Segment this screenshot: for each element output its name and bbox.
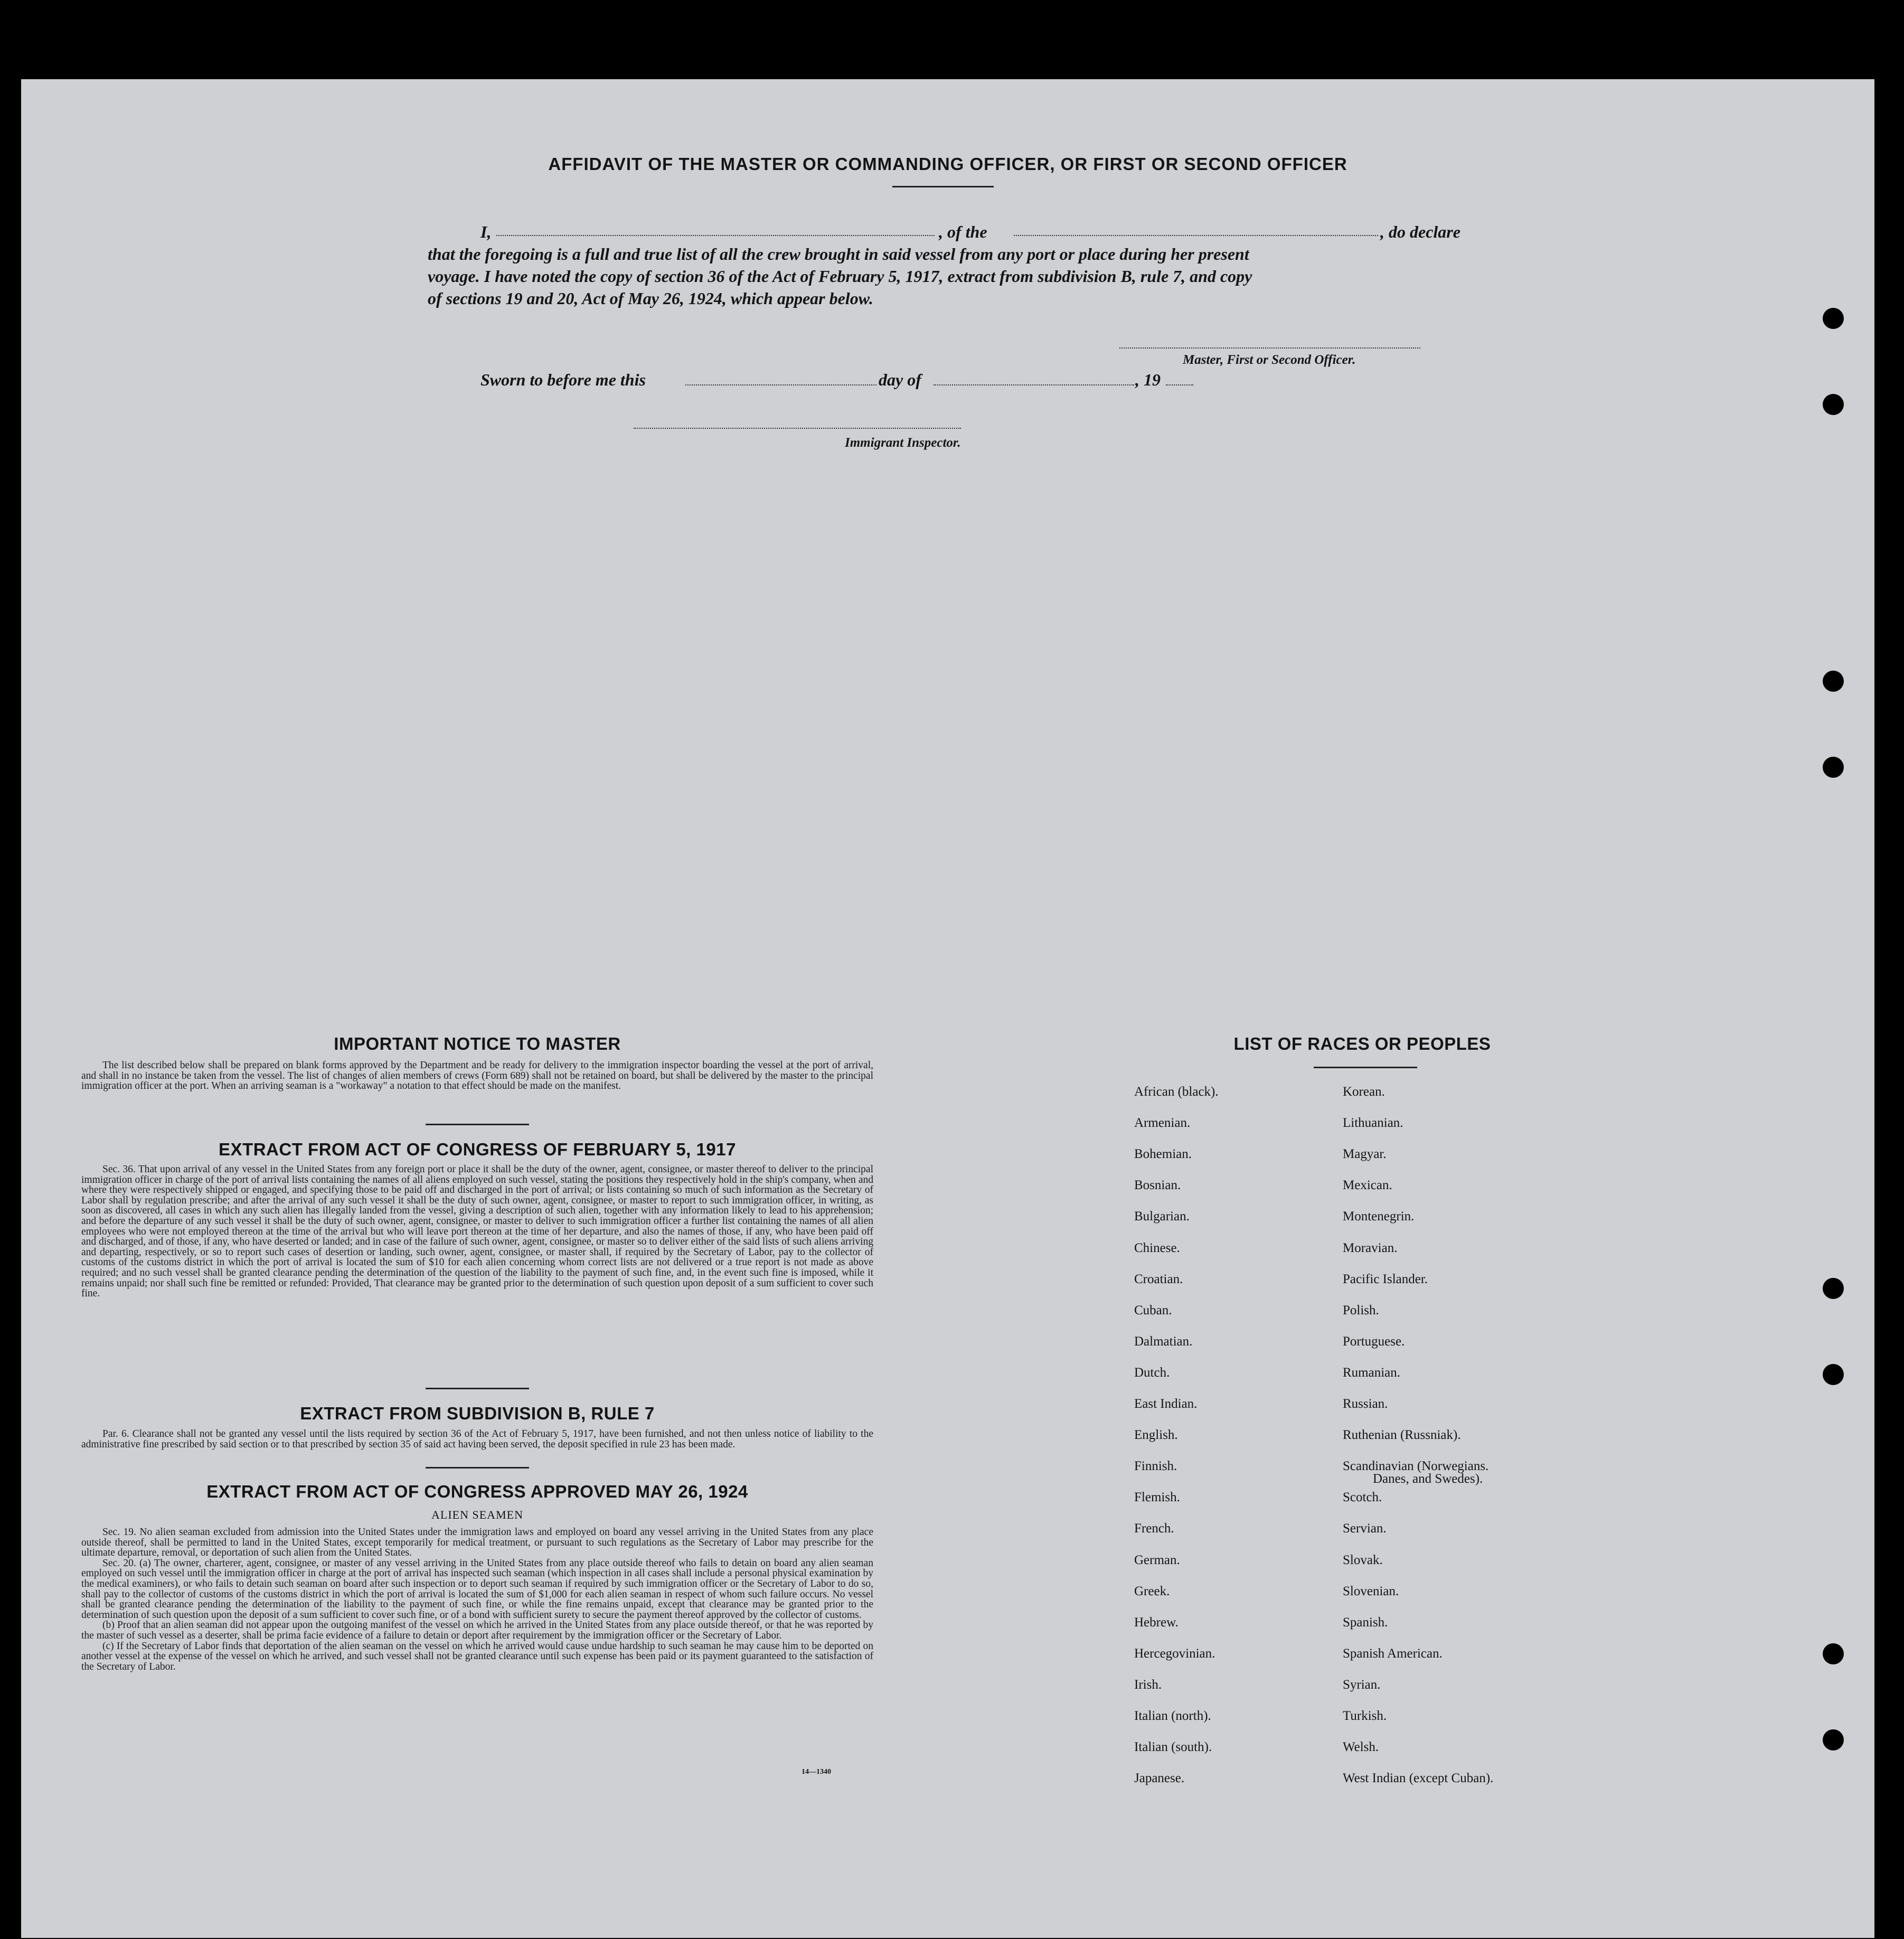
title-rule	[892, 186, 994, 187]
race-item-continuation: Danes, and Swedes).	[1373, 1472, 1483, 1486]
affidavit-line-3: voyage. I have noted the copy of section 36 of the Act of February 5, 1917, extract from subdivision B, rule 7, and copy	[428, 267, 1252, 286]
affidavit-declare: , do declare	[1380, 222, 1460, 241]
inspector-signature-label: Immigrant Inspector.	[845, 436, 961, 450]
race-item: East Indian.	[1134, 1397, 1198, 1411]
sec20b-text: (b) Proof that an alien seaman did not appear upon the outgoing manifest of the vessel on which he arrived in the United States from any place outside thereof, or that he was reported by the master of such vessel as a deserter, shall be prima facie evidence of a failure to detain or deport after requirement by the immigration officer or the Secretary of Labor.	[81, 1620, 873, 1641]
races-title: LIST OF RACES OR PEOPLES	[1233, 1034, 1491, 1053]
race-item: French.	[1134, 1521, 1174, 1536]
sec20a-text: Sec. 20. (a) The owner, charterer, agent, consignee, or master of any vessel arriving in the United States from any place outside thereof who fails to detain on board any alien seaman employed on such vessel until the immigration officer in charge at the port of arrival has inspected such seaman (which inspection in all cases shall include a personal physical examination by the medical examiners), or who fails to detain such seaman on board after such inspection or to deport such seaman if required by such immigration officer or the Secretary of Labor to do so, shall pay to the collector of customs of the customs district in which the port of arrival is located the sum of $1,000 for each alien seaman in respect of whom such failure occurs. No vessel shall be granted clearance pending the determination of the liability to the payment of such fine, or while the fine remains unpaid, except that clearance may be granted prior to the determination of such question upon the deposit of a sum sufficient to cover such fine, or of a bond with sufficient surety to secure the payment thereof approved by the collector of customs.	[81, 1557, 873, 1621]
race-item: Dutch.	[1134, 1366, 1170, 1380]
race-item: Syrian.	[1343, 1678, 1381, 1692]
race-item: Scandinavian (Norwegians.	[1343, 1459, 1489, 1473]
race-item: Japanese.	[1134, 1771, 1185, 1785]
binder-hole	[1823, 308, 1844, 329]
race-item: Slovenian.	[1343, 1584, 1399, 1598]
race-item: West Indian (except Cuban).	[1343, 1771, 1494, 1785]
race-item: Portuguese.	[1343, 1334, 1405, 1349]
race-item: African (black).	[1134, 1085, 1219, 1099]
vessel-name-field[interactable]	[1014, 235, 1378, 236]
document-page	[21, 79, 1874, 1938]
extract-1917-title: EXTRACT FROM ACT OF CONGRESS OF FEBRUARY 5, 1917	[219, 1140, 736, 1159]
affidavit-line-1	[480, 221, 491, 243]
race-item: Scotch.	[1343, 1490, 1382, 1504]
sec20b-para	[81, 1620, 873, 1641]
sworn-day-field[interactable]	[685, 384, 876, 385]
notice-body: The list described below shall be prepared on blank forms approved by the Department and be ready for delivery to the immigration inspector boarding the vessel at the port of arrival, and shall in no instance be taken from the vessel. The list of changes of alien members of crews (Form 689) shall not be retained on board, but shall be delivered by the master to the principal immigration officer at the port. When an arriving seaman is a "workaway" a notation to that effect should be made on the manifest.	[81, 1060, 873, 1092]
race-item: Chinese.	[1134, 1241, 1180, 1255]
race-item: Ruthenian (Russniak).	[1343, 1428, 1461, 1442]
race-item: Italian (north).	[1134, 1709, 1211, 1723]
binder-hole	[1823, 1729, 1844, 1750]
sec19-para	[81, 1527, 873, 1558]
race-item: Croatian.	[1134, 1272, 1183, 1286]
affidavit-title: AFFIDAVIT OF THE MASTER OR COMMANDING OFFICER, OR FIRST OR SECOND OFFICER	[548, 154, 1347, 174]
race-item: Slovak.	[1343, 1553, 1383, 1567]
section-rule	[426, 1388, 529, 1389]
sworn-month-field[interactable]	[934, 384, 1134, 385]
binder-hole	[1823, 1278, 1844, 1299]
affidavit-i: I,	[480, 222, 492, 241]
race-item: Pacific Islander.	[1343, 1272, 1428, 1286]
sec20c-text: (c) If the Secretary of Labor finds that deportation of the alien seaman on the vessel on which he arrived would cause undue hardship to such seaman he may cause him to be deported on another vessel at the expense of the vessel on which he arrived, and such vessel shall not be granted clearance until such expense has been paid or its payment guaranteed to the satisfaction of the Secretary of Labor.	[81, 1640, 873, 1672]
form-number: 14—1340	[802, 1768, 831, 1776]
extract-1917-body: Sec. 36. That upon arrival of any vessel in the United States from any foreign port or place it shall be the duty of the owner, agent, consignee, or master thereof to deliver to the principal immigration officer in charge of the port of arrival lists containing the names of all aliens employed on such vessel, stating the positions they respectively hold in the ship's company, when and where they were respectively shipped or engaged, and specifying those to be paid off and discharged in the port of arrival; or lists containing so much of such information as the Secretary of Labor shall by regulation prescribe; and after the arrival of any such vessel it shall be the duty of such owner, agent, consignee, or master to report to such immigration officer, in writing, as soon as discovered, all cases in which any such alien has illegally landed from the vessel, giving a description of such alien, together with any information likely to lead to his apprehension; and before the departure of any such vessel it shall be the duty of such owner, agent, consignee, or master to deliver to such immigration officer a further list containing the names of all alien employees who were not employed thereon at the time of the arrival but who will leave port thereon at the time of her departure, and also the names of those, if any, who have been paid off and discharged, and of those, if any, who have deserted or landed; and in case of the failure of such owner, agent, consignee, or master so to deliver either of the said lists of such aliens arriving and departing, respectively, or so to report such cases of desertion or landing, such owner, agent, consignee, or master shall, if required by the Secretary of Labor, pay to the collector of customs of the customs district in which the port of arrival is located the sum of $10 for each alien concerning whom correct lists are not delivered or a true report is not made as above required; and no such vessel shall be granted clearance pending the determination of the question of the liability to the payment of such fine, and, in the event such fine is imposed, while it remains unpaid; nor shall such fine be remitted or refunded: Provided, That clearance may be granted prior to the determination of such question upon deposit of a sum sufficient to cover such fine.	[81, 1164, 873, 1300]
extract-1917-text	[81, 1164, 873, 1299]
race-item: Dalmatian.	[1134, 1334, 1193, 1349]
race-item: Polish.	[1343, 1303, 1379, 1317]
inspector-signature-line[interactable]	[634, 428, 961, 429]
race-item: Armenian.	[1134, 1116, 1191, 1130]
race-item: Cuban.	[1134, 1303, 1172, 1317]
race-item: Bosnian.	[1134, 1178, 1181, 1192]
sworn-year-field[interactable]	[1166, 384, 1193, 385]
race-item: German.	[1134, 1553, 1180, 1567]
race-item: Italian (south).	[1134, 1740, 1212, 1754]
extract-1924-subtitle: ALIEN SEAMEN	[431, 1508, 523, 1521]
race-item: Spanish American.	[1343, 1646, 1443, 1661]
affidavit-line-4: of sections 19 and 20, Act of May 26, 1924, which appear below.	[428, 289, 873, 308]
sec20c-para	[81, 1641, 873, 1672]
sec19-text: Sec. 19. No alien seaman excluded from admission into the United States under the immigration laws and employed on board any vessel arriving in the United States from any place outside thereof, shall be permitted to land in the United States, except temporarily for medical treatment, or pursuant to such regulations as the Secretary of Labor may prescribe for the ultimate departure, removal, or deportation of such alien from the United States.	[81, 1527, 873, 1559]
race-item: Hercegovinian.	[1134, 1646, 1215, 1661]
sworn-year-label: , 19	[1135, 370, 1161, 389]
race-item: Servian.	[1343, 1521, 1387, 1536]
race-item: Flemish.	[1134, 1490, 1180, 1504]
race-item: Spanish.	[1343, 1615, 1388, 1630]
affidavit-line-2: that the foregoing is a full and true list of all the crew brought in said vessel from any port or place during her present	[428, 244, 1249, 263]
section-rule	[426, 1467, 529, 1469]
race-item: Turkish.	[1343, 1709, 1387, 1723]
binder-hole	[1823, 757, 1844, 778]
extract-1924-text	[81, 1527, 873, 1672]
race-item: Magyar.	[1343, 1147, 1387, 1161]
sec20a-para	[81, 1558, 873, 1621]
binder-hole	[1823, 671, 1844, 692]
section-rule	[426, 1124, 529, 1125]
races-rule	[1314, 1067, 1417, 1068]
race-item: Bulgarian.	[1134, 1209, 1190, 1223]
race-item: Hebrew.	[1134, 1615, 1179, 1630]
binder-hole	[1823, 394, 1844, 415]
extract-rule7-text	[81, 1429, 873, 1449]
race-item: Welsh.	[1343, 1740, 1379, 1754]
race-item: Rumanian.	[1343, 1366, 1401, 1380]
extract-rule7-body: Par. 6. Clearance shall not be granted any vessel until the lists required by section 36 of the Act of February 5, 1917, have been furnished, and not then unless notice of liability to the administrative fine prescribed by said section or to that prescribed by section 35 of said act having been served, the deposit specified in rule 23 has been made.	[81, 1428, 873, 1450]
sworn-day-label: day of	[879, 370, 921, 389]
notice-title: IMPORTANT NOTICE TO MASTER	[334, 1034, 621, 1053]
race-item: English.	[1134, 1428, 1178, 1442]
binder-hole	[1823, 1643, 1844, 1664]
master-signature-label: Master, First or Second Officer.	[1183, 353, 1356, 367]
sworn-prefix: Sworn to before me this	[480, 370, 646, 389]
extract-1924-title: EXTRACT FROM ACT OF CONGRESS APPROVED MAY 26, 1924	[206, 1482, 748, 1501]
affidavit-of-the: , of the	[939, 222, 987, 241]
race-item: Bohemian.	[1134, 1147, 1192, 1161]
extract-rule7-title: EXTRACT FROM SUBDIVISION B, RULE 7	[300, 1404, 655, 1423]
race-item: Moravian.	[1343, 1241, 1398, 1255]
race-item: Russian.	[1343, 1397, 1388, 1411]
race-item: Irish.	[1134, 1678, 1162, 1692]
race-item: Montenegrin.	[1343, 1209, 1415, 1223]
master-signature-line[interactable]	[1119, 347, 1420, 349]
race-item: Mexican.	[1343, 1178, 1392, 1192]
notice-text	[81, 1060, 873, 1091]
binder-hole	[1823, 1364, 1844, 1385]
declarant-name-field[interactable]	[496, 235, 935, 236]
race-item: Finnish.	[1134, 1459, 1177, 1473]
race-item: Lithuanian.	[1343, 1116, 1403, 1130]
race-item: Korean.	[1343, 1085, 1385, 1099]
race-item: Greek.	[1134, 1584, 1170, 1598]
